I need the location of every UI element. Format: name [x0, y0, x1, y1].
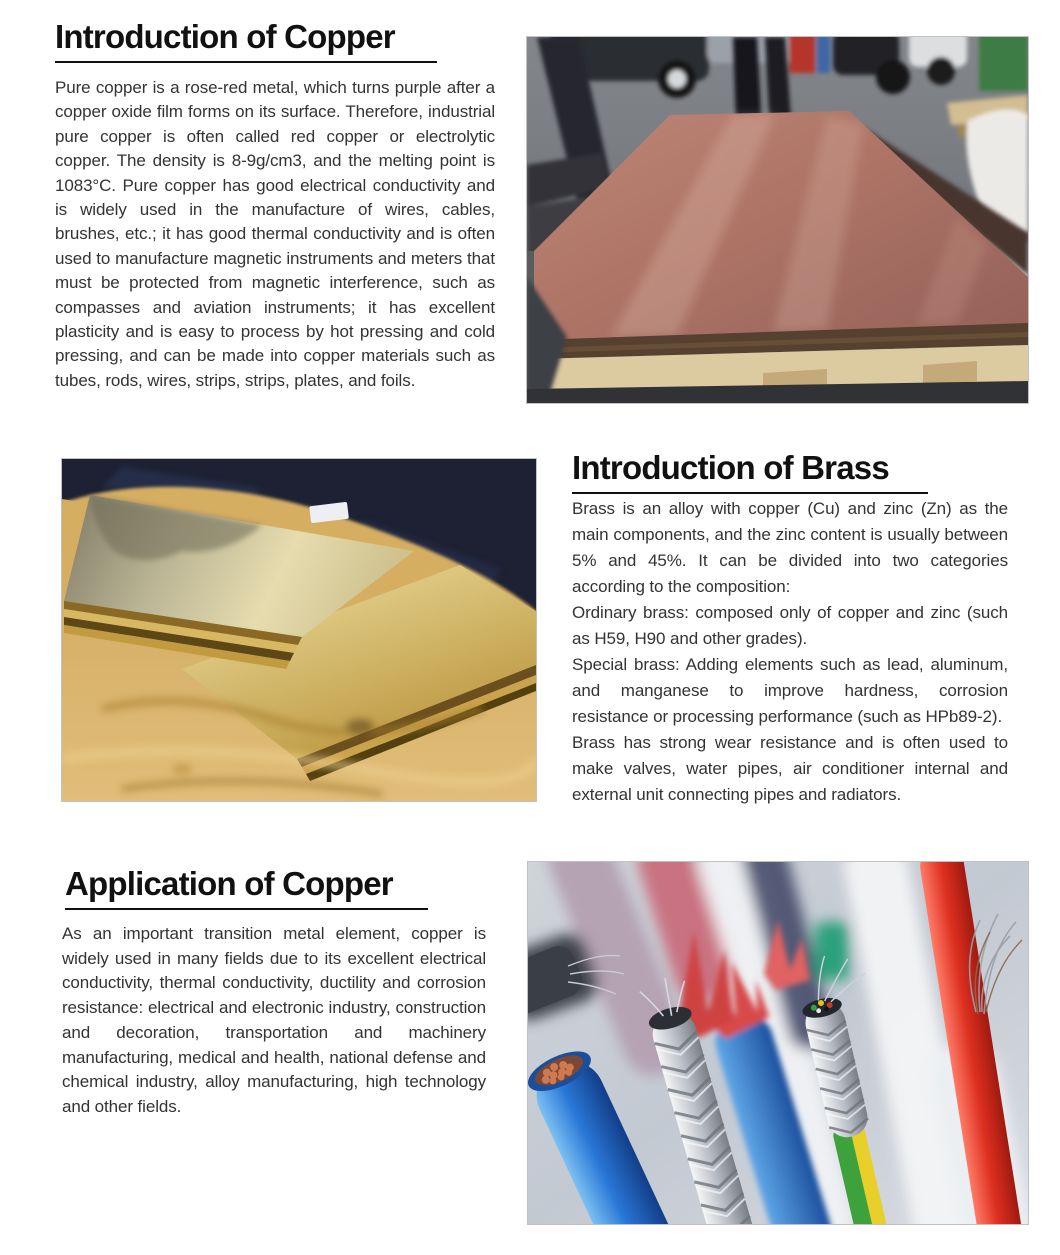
copper-cables-photo-art	[528, 862, 1028, 1224]
copper-cables-photo	[527, 861, 1029, 1225]
heading-introduction-of-copper: Introduction of Copper	[55, 18, 437, 63]
copper-plate-photo	[526, 36, 1029, 404]
brass-paragraph-wear: Brass has strong wear resistance and is often used to make valves, water pipes, air conditioner internal and external unit connecting pipes and radiators.	[572, 733, 1008, 804]
brass-paragraph-ordinary: Ordinary brass: composed only of copper and zinc (such as H59, H90 and other grades).	[572, 603, 1008, 648]
heading-application-of-copper: Application of Copper	[65, 865, 428, 910]
brass-paragraph-composition: Brass is an alloy with copper (Cu) and zinc (Zn) as the main components, and the zinc content is usually between 5% and 45%. It can be divided into two categories according to the composition:	[572, 499, 1008, 596]
copper-intro-paragraph: Pure copper is a rose-red metal, which turns purple after a copper oxide film forms on its surface. Therefore, industrial pure copper is often called red copper or electrolytic copper. The density is 8-9g/cm3, and the melting point is 1083°C. Pure copper has good electrical conductivity and is widely used in the manufacture of wires, cables, brushes, etc.; it has good thermal conductivity and is often used to manufacture magnetic instruments and meters that must be protected from magnetic interference, such as compasses and aviation instruments; it has excellent plasticity and is easy to process by hot pressing and cold pressing, and can be made into copper materials such as tubes, rods, wires, strips, strips, plates, and foils.	[55, 78, 495, 390]
copper-application-paragraph: As an important transition metal element, copper is widely used in many fields due to its excellent electrical conductivity, thermal conductivity, ductility and corrosion resistance: electrical and electronic industry, construction and decoration, transportation and machinery manufacturing, medical and health, national defense and chemical industry, alloy manufacturing, high technology and other fields.	[62, 924, 486, 1116]
brass-sheets-photo-art	[62, 459, 536, 801]
copper-application-text	[62, 922, 486, 1120]
brass-paragraph-special: Special brass: Adding elements such as lead, aluminum, and manganese to improve hardness, corrosion resistance or processing performance (such as HPb89-2).	[572, 655, 1008, 726]
heading-introduction-of-brass: Introduction of Brass	[572, 449, 928, 494]
brass-sheets-photo	[61, 458, 537, 802]
brass-intro-text	[572, 496, 1008, 808]
copper-plate-photo-art	[527, 37, 1028, 403]
copper-intro-text	[55, 76, 495, 393]
